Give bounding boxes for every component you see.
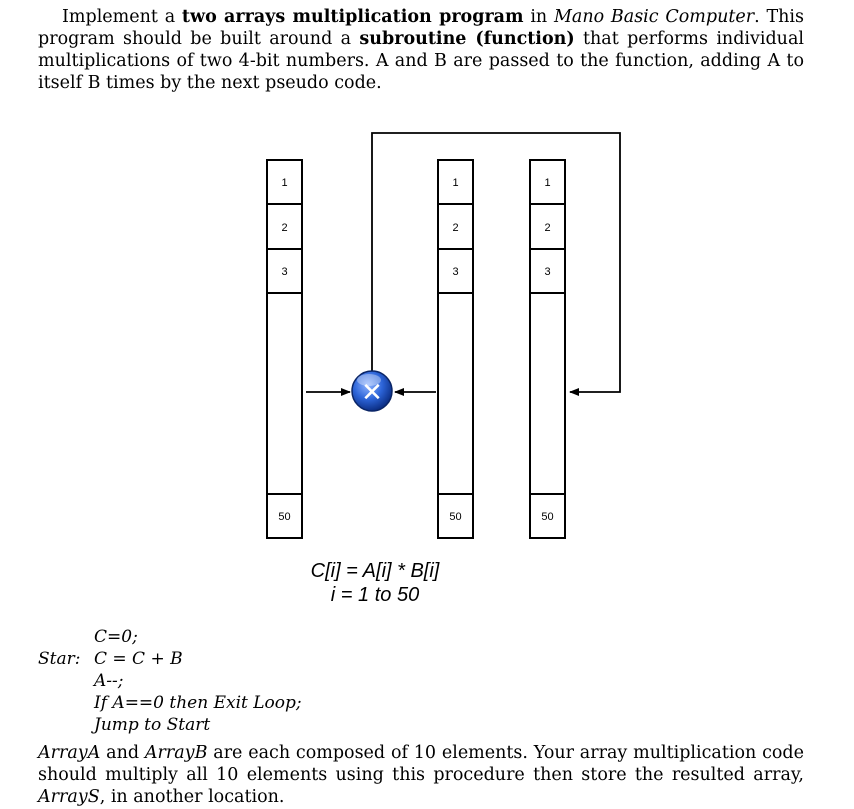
code-line-5: Jump to Start [94, 715, 211, 735]
array-b [438, 160, 473, 538]
outro-italic-2: ArrayB [144, 743, 208, 763]
intro-bold-2: subroutine (function) [359, 29, 575, 49]
multiply-icon [352, 371, 392, 411]
intro-text-4: that performs individual multiplications of two 4-bit numbers. A and B are passed to the function, adding A to itself B times by the next pseudo code. [38, 29, 804, 93]
array-a-cell-last: 50 [278, 511, 291, 523]
outro-text-1: and [100, 743, 145, 763]
array-b-cell-3: 3 [452, 266, 459, 278]
array-c [530, 160, 565, 538]
array-a-cell-2: 2 [281, 222, 288, 234]
outro-paragraph [38, 742, 804, 808]
array-c-cell-3: 3 [544, 266, 551, 278]
intro-italic-1: Mano Basic Computer [553, 7, 755, 27]
outro-text-2: are each composed of 10 elements. Your array multiplication code should multiply all 10 elements using this procedure then store the resulted array, [38, 743, 804, 785]
array-c-cell-1: 1 [544, 177, 551, 189]
intro-bold-1: two arrays multiplication program [181, 7, 524, 27]
outro-italic-1: ArrayA [38, 743, 101, 763]
array-c-cell-last: 50 [541, 511, 554, 523]
code-label-star: Star: [38, 649, 81, 669]
intro-text-2: in [523, 7, 554, 27]
array-c-cell-2: 2 [544, 222, 551, 234]
multiply-symbol: ✕ [361, 378, 383, 408]
formula-line-1: C[i] = A[i] * B[i] [310, 560, 440, 582]
intro-text-3: . This program should be built around a [38, 7, 804, 49]
code-line-1: C=0; [94, 627, 138, 647]
code-line-4: If A==0 then Exit Loop; [94, 693, 302, 713]
array-a-cell-3: 3 [281, 266, 288, 278]
outro-text-3: , in another location. [99, 787, 285, 807]
intro-text-1: Implement a [62, 7, 182, 27]
formula-line-2: i = 1 to 50 [330, 584, 420, 606]
array-b-cell-2: 2 [452, 222, 459, 234]
array-a-cell-1: 1 [281, 177, 288, 189]
outro-italic-3: ArrayS [38, 787, 100, 807]
array-b-cell-1: 1 [452, 177, 459, 189]
array-b-cell-last: 50 [449, 511, 462, 523]
code-line-2: C = C + B [94, 649, 183, 669]
code-line-3: A--; [94, 671, 124, 691]
array-a [267, 160, 302, 538]
arrow-result-to-c [372, 133, 620, 392]
